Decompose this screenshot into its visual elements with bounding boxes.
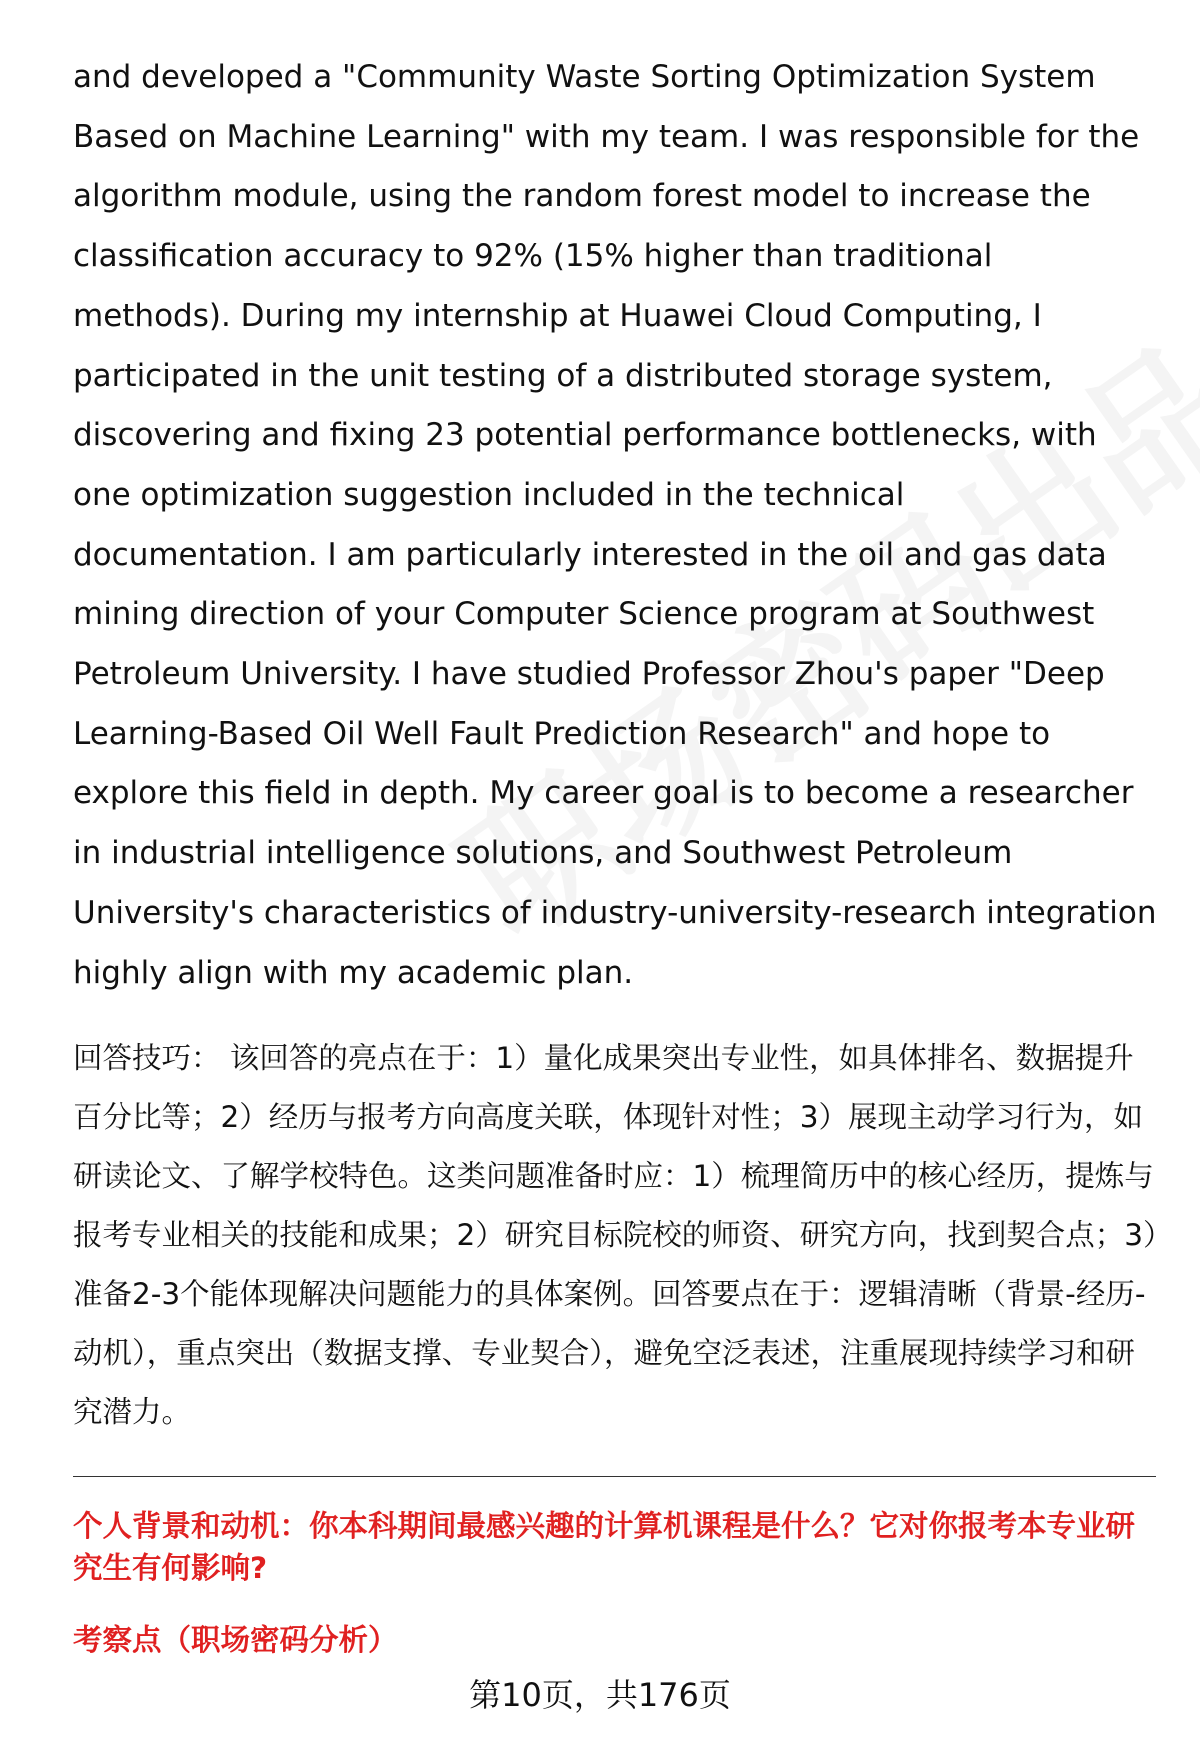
analysis-subheading: 考察点（职场密码分析） <box>73 1623 398 1658</box>
answer-paragraph: and developed a "Community Waste Sorting Optimization System Based on Machine Learning" with my team. I was responsible for the algorithm module, using the random forest model to increase the classification accuracy to 92% (15% higher than traditional methods). During my internship at Huawei Cloud Computing, I participated in the unit testing of a distributed storage system, discovering and fixing 23 potential performance bottlenecks, with one optimization suggestion included in the technical documentation. I am particularly interested in the oil and gas data mining direction of your Computer Science program at Southwest Petroleum University. I have studied Professor Zhou's paper "Deep Learning-Based Oil Well Fault Prediction Research" and hope to explore this field in depth. My career goal is to become a researcher in industrial intelligence solutions, and Southwest Petroleum University's characteristics of industry-university-research integration highly align with my academic plan. <box>73 59 1157 991</box>
answer-tips-paragraph: 回答技巧： 该回答的亮点在于：1）量化成果突出专业性，如具体排名、数据提升百分比等；2）经历与报考方向高度关联，体现针对性；3）展现主动学习行为，如研读论文、了解学校特色。这类问题准备时应：1）梳理简历中的核心经历，提炼与报考专业相关的技能和成果；2）研究目标院校的师资、研究方向，找到契合点；3）准备2-3个能体现解决问题能力的具体案例。回答要点在于：逻辑清晰（背景-经历-动机），重点突出（数据支撑、专业契合），避免空泛表述，注重展现持续学习和研究潜力。 <box>73 1041 1158 1430</box>
section-divider <box>73 1476 1156 1477</box>
question-heading: 个人背景和动机：你本科期间最感兴趣的计算机课程是什么？它对你报考本专业研究生有何影响? <box>73 1509 1136 1586</box>
document-body <box>73 48 1158 1661</box>
page-number: 第10页，共176页 <box>469 1676 731 1714</box>
